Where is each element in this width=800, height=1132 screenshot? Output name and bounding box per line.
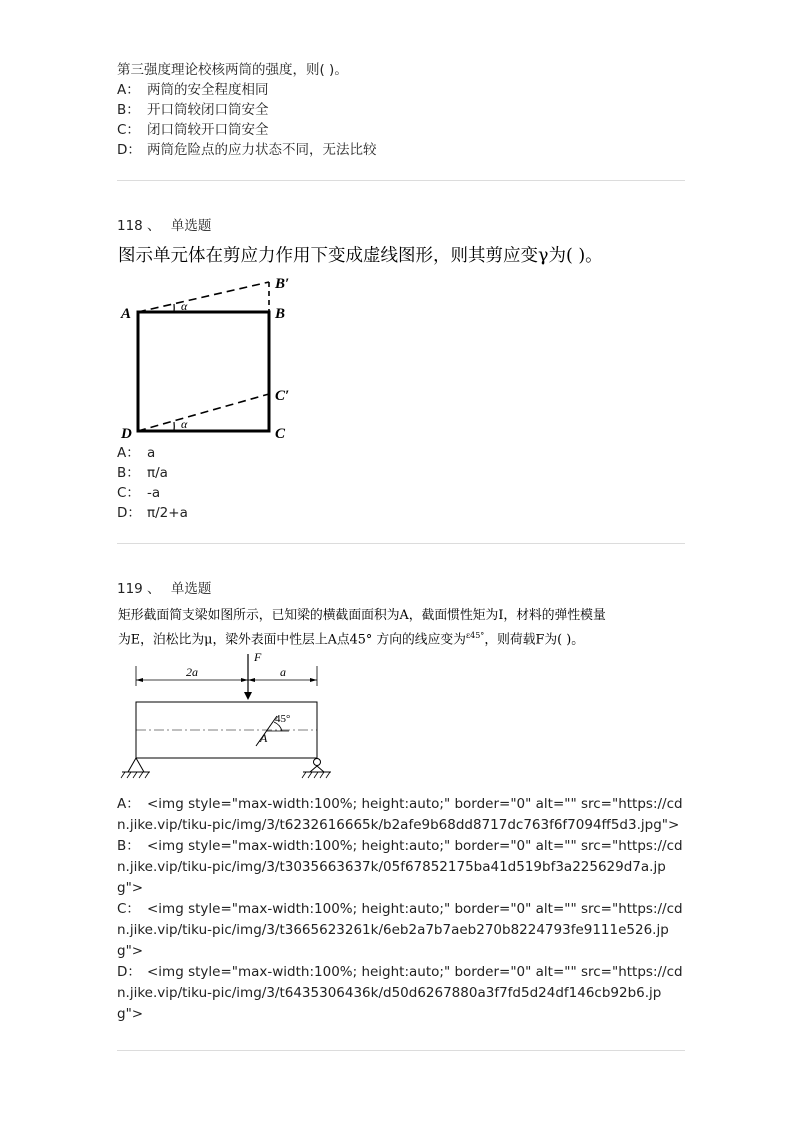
divider xyxy=(117,1050,685,1051)
ground-hatch xyxy=(302,772,330,778)
option-key: B： xyxy=(117,838,140,854)
question-118-options xyxy=(117,443,188,523)
option-d xyxy=(117,140,377,160)
dim-label-a: a xyxy=(280,665,286,679)
beam-figure xyxy=(117,648,337,786)
stem-line-1: 矩形截面简支梁如图所示，已知梁的横截面面积为A，截面惯性矩为I，材料的弹性模量 xyxy=(118,608,606,623)
option-b xyxy=(117,463,188,483)
label-d: D xyxy=(121,426,132,442)
stem-text: 为E，泊松比为μ，梁外表面中性层上A点45° 方向的线应变为 xyxy=(118,632,466,648)
ground-hatch xyxy=(121,772,149,778)
question-119-options xyxy=(117,794,687,1025)
option-d xyxy=(117,962,687,1025)
option-key: A： xyxy=(117,796,140,812)
deformed-top-edge xyxy=(138,282,269,312)
dim-arrow xyxy=(310,678,317,682)
question-number: 119 、 xyxy=(117,581,161,597)
option-key: A： xyxy=(117,445,140,461)
deformed-bottom-edge xyxy=(138,394,269,431)
stem-tail: ，则荷载F为( )。 xyxy=(484,632,585,648)
load-label: F xyxy=(254,650,262,664)
label-alpha-top: α xyxy=(181,299,188,313)
option-key: D： xyxy=(117,142,141,158)
question-stem xyxy=(118,606,688,650)
label-c-prime: C′ xyxy=(275,388,290,404)
option-text: 两筒的安全程度相同 xyxy=(147,82,269,98)
pin-support-left xyxy=(128,758,144,772)
option-b xyxy=(117,100,377,120)
option-c xyxy=(117,899,687,962)
option-c xyxy=(117,120,377,140)
option-key: C： xyxy=(117,122,140,138)
load-arrow-head xyxy=(244,692,252,700)
strain-symbol: ε45° xyxy=(465,631,485,640)
option-text: π/a xyxy=(147,465,168,481)
option-text: <img style="max-width:100%; height:auto;" border="0" alt="" src="https://cdn.jike.vip/tiku-pic/img/3/t6435306436k/d50d6267880a3f7fd5d24df146cb92b6.jpg"> xyxy=(117,964,683,1022)
option-text: 开口筒较闭口筒安全 xyxy=(147,102,269,118)
question-stem: 图示单元体在剪应力作用下变成虚线图形，则其剪应变γ为( )。 xyxy=(118,246,603,266)
question-type: 单选题 xyxy=(170,581,212,597)
question-117 xyxy=(117,60,377,160)
label-b-prime: B′ xyxy=(275,276,290,292)
option-text: <img style="max-width:100%; height:auto;" border="0" alt="" src="https://cdn.jike.vip/tiku-pic/img/3/t3035663637k/05f67852175ba41d519bf3a225629d7a.jpg"> xyxy=(117,838,683,896)
label-alpha-bottom: α xyxy=(181,417,188,431)
question-118-header xyxy=(117,216,211,236)
stem-line-2 xyxy=(118,626,688,650)
option-text: <img style="max-width:100%; height:auto;" border="0" alt="" src="https://cdn.jike.vip/tiku-pic/img/3/t3665623261k/6eb2a7b7aeb270b8224793fe9111e526.jpg"> xyxy=(117,901,683,959)
roller-base xyxy=(310,766,324,772)
option-text: 闭口筒较开口筒安全 xyxy=(147,122,269,138)
option-a xyxy=(117,443,188,463)
label-a: A xyxy=(121,306,132,322)
option-a xyxy=(117,80,377,100)
option-a xyxy=(117,794,687,836)
option-key: D： xyxy=(117,964,141,980)
option-key: C： xyxy=(117,485,140,501)
question-number: 118 、 xyxy=(117,218,161,234)
option-c xyxy=(117,483,188,503)
shear-element-figure xyxy=(117,272,317,444)
option-text: 两筒危险点的应力状态不同，无法比较 xyxy=(147,142,377,158)
option-d xyxy=(117,503,188,523)
option-key: B： xyxy=(117,465,140,481)
option-key: C： xyxy=(117,901,140,917)
label-c: C xyxy=(275,426,286,442)
point-a-label: A xyxy=(260,731,268,745)
option-text: a xyxy=(147,445,156,461)
option-key: D： xyxy=(117,505,141,521)
dim-arrow xyxy=(241,678,248,682)
option-b xyxy=(117,836,687,899)
dim-arrow xyxy=(136,678,143,682)
question-119-header xyxy=(117,579,211,599)
option-text: <img style="max-width:100%; height:auto;" border="0" alt="" src="https://cdn.jike.vip/tiku-pic/img/3/t6232616665k/b2afe9b68dd8717dc763f6f7094ff5d3.jpg"> xyxy=(117,796,683,833)
dim-arrow xyxy=(248,678,255,682)
divider xyxy=(117,180,685,181)
option-key: A： xyxy=(117,82,140,98)
question-type: 单选题 xyxy=(170,218,212,234)
option-text: -a xyxy=(147,485,161,501)
option-key: B： xyxy=(117,102,140,118)
option-text: π/2+a xyxy=(147,505,188,521)
divider xyxy=(117,543,685,544)
dim-label-2a: 2a xyxy=(186,665,198,679)
angle-label: 45° xyxy=(275,713,291,725)
roller-support-right xyxy=(314,759,321,766)
label-b: B xyxy=(275,306,286,322)
question-stem: 第三强度理论校核两筒的强度，则( )。 xyxy=(117,62,348,78)
